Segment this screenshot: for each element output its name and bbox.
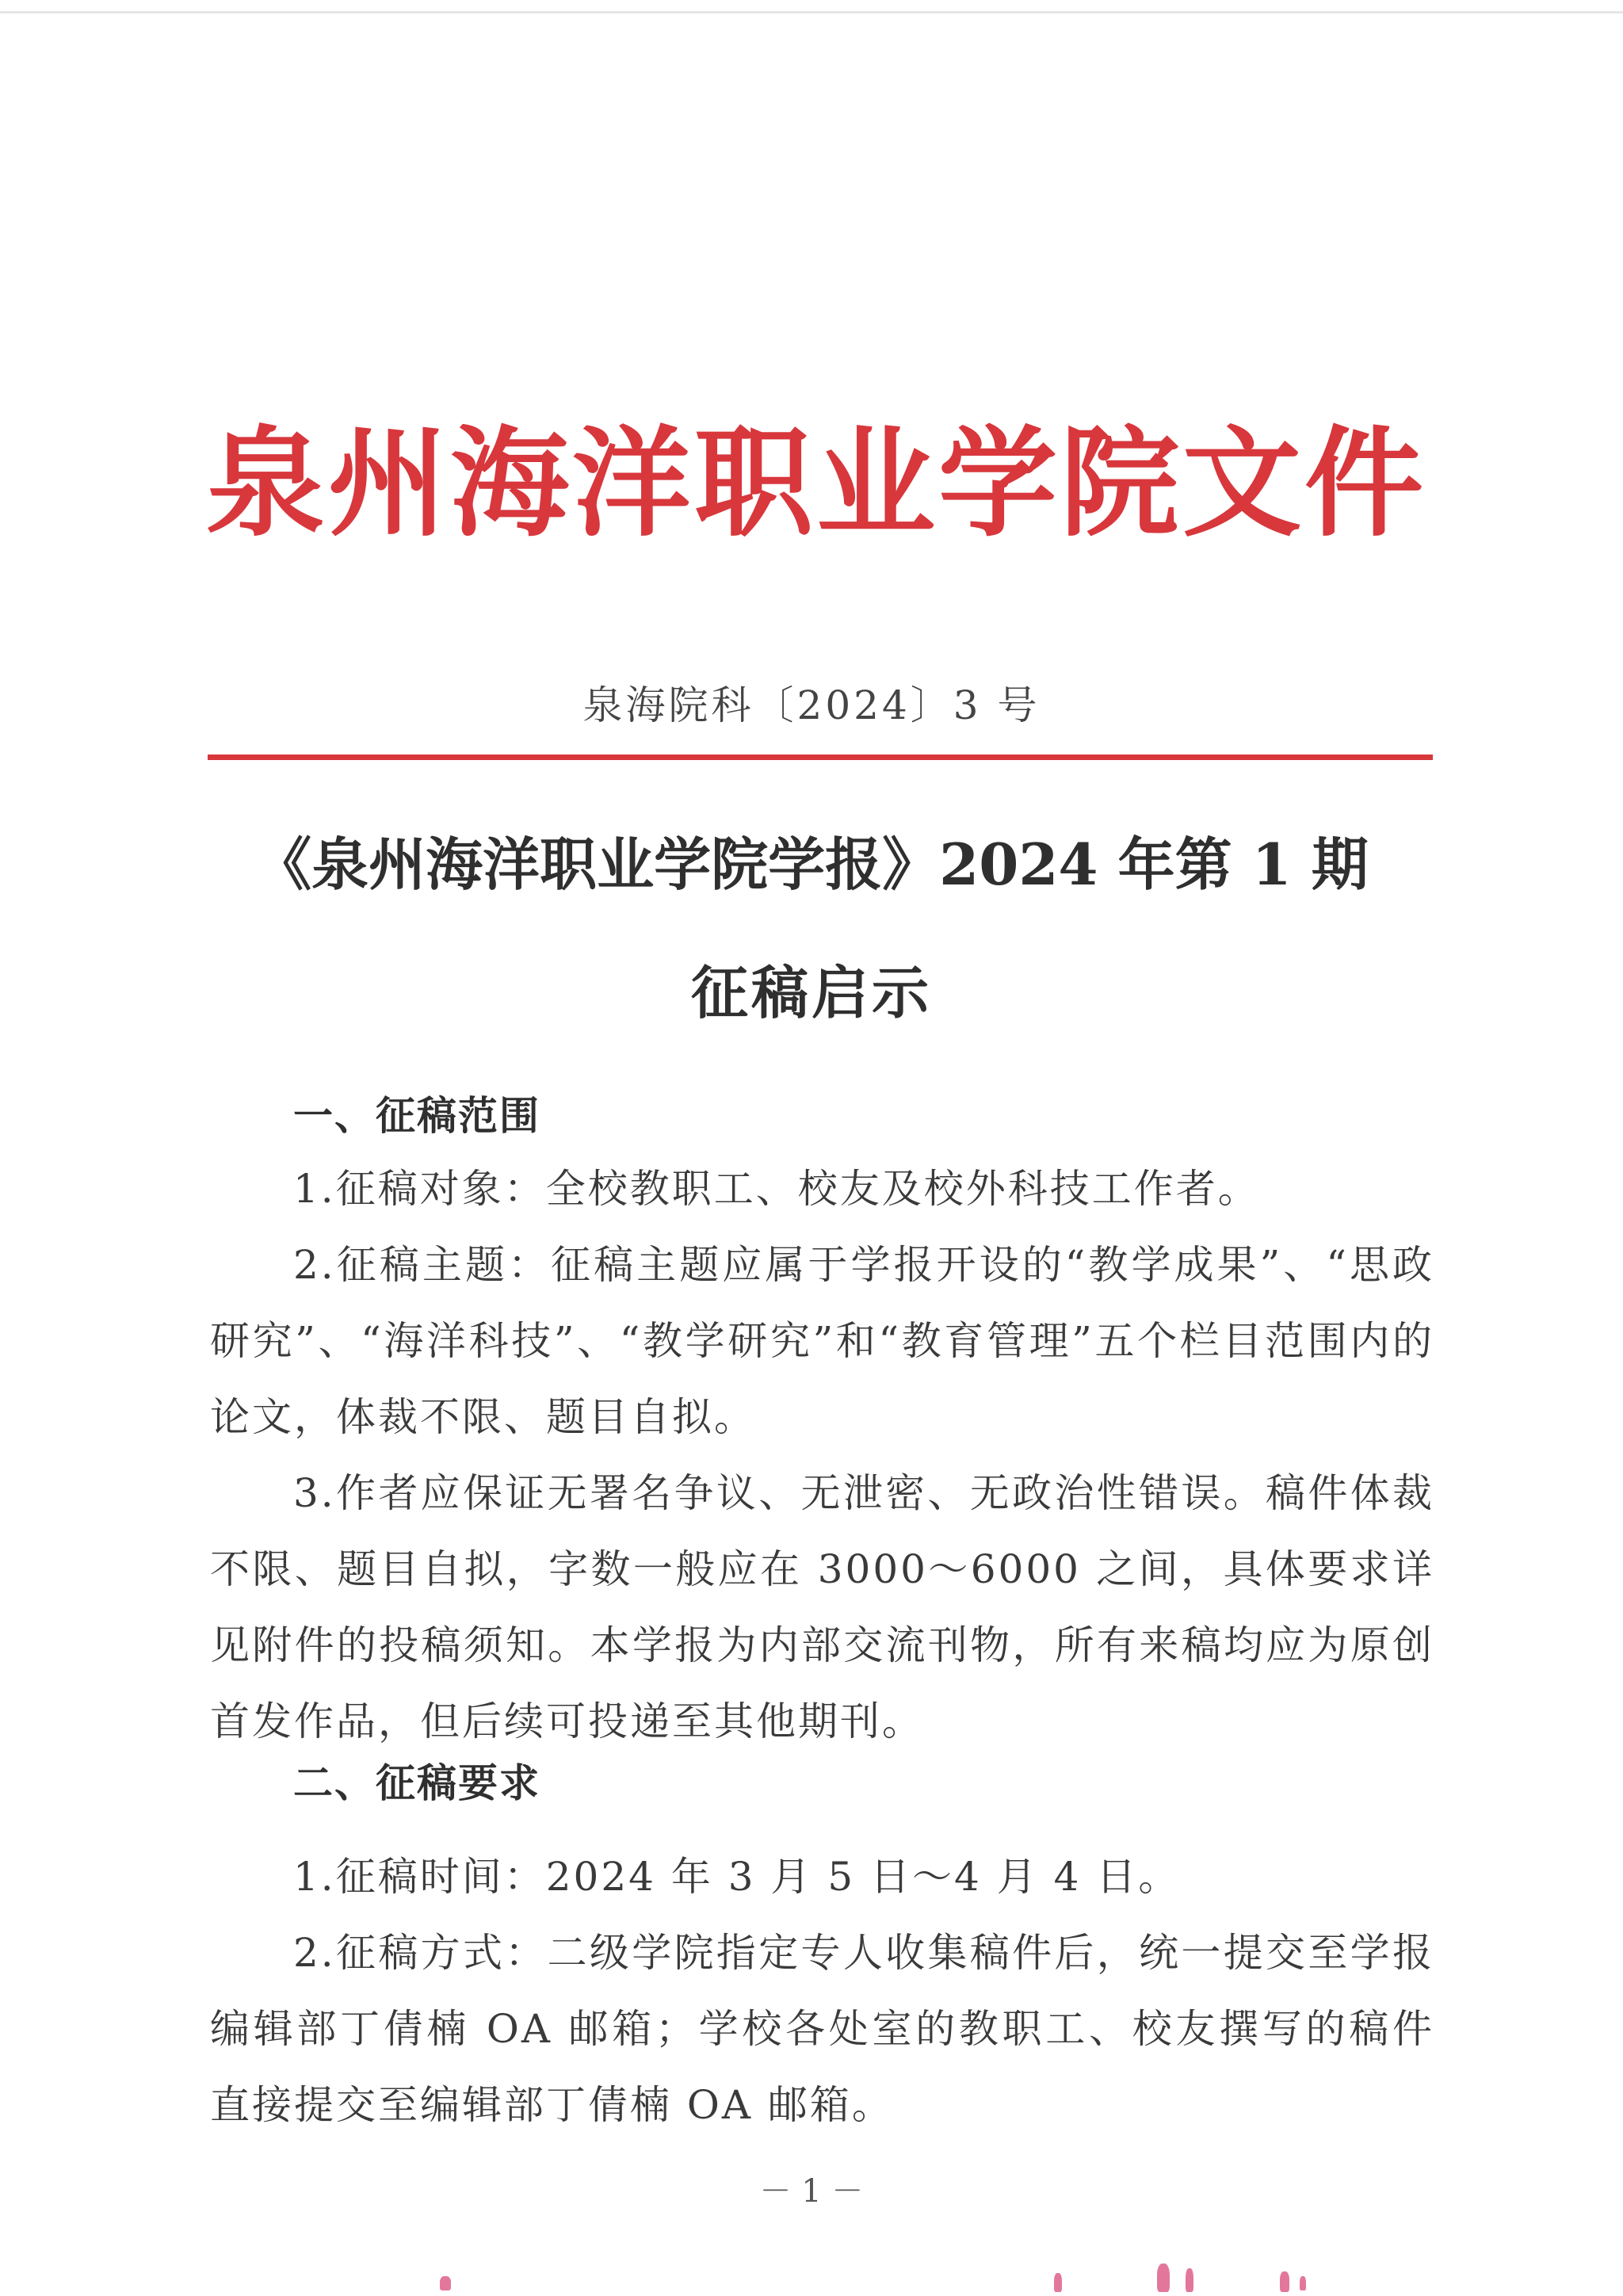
seal-bleed-mark [1157, 2264, 1170, 2292]
notice-title: 《泉州海洋职业学院学报》2024 年第 1 期 [254, 831, 1369, 898]
paragraph-submission-target: 1.征稿对象：全校教职工、校友及校外科技工作者。 [293, 1166, 1260, 1212]
seal-bleed-mark [1186, 2268, 1193, 2292]
paragraph-submission-topics: 2.征稿主题：征稿主题应属于学报开设的“教学成果”、“思政研究”、“海洋科技”、“教学研究”和“教育管理”五个栏目范围内的论文，体裁不限、题目自拟。 [210, 1242, 1434, 1440]
paragraph-submission-method: 2.征稿方式：二级学院指定专人收集稿件后，统一提交至学报编辑部丁倩楠 OA 邮箱；学校各处室的教职工、校友撰写的稿件直接提交至编辑部丁倩楠 OA 邮箱。 [210, 1930, 1434, 2128]
seal-bleed-mark [440, 2276, 451, 2290]
section-heading-scope: 一、征稿范围 [293, 1093, 540, 1139]
document-number: 泉海院科〔2024〕3 号 [582, 682, 1041, 728]
paragraph-submission-period: 1.征稿时间：2024 年 3 月 5 日～4 月 4 日。 [293, 1854, 1181, 1900]
section-heading-requirements: 二、征稿要求 [293, 1760, 540, 1806]
seal-bleed-mark [1280, 2271, 1289, 2292]
paragraph-author-requirements: 3.作者应保证无署名争议、无泄密、无政治性错误。稿件体裁不限、题目自拟，字数一般应在 3000～6000 之间，具体要求详见附件的投稿须知。本学报为内部交流刊物，所有来稿均应为原创首发作品，但后续可投递至其他期刊。 [210, 1470, 1434, 1744]
page-number: － 1 － [759, 2173, 864, 2210]
red-divider-rule [208, 755, 1433, 760]
seal-bleed-mark [1054, 2273, 1062, 2292]
notice-subtitle: 征稿启示 [690, 959, 932, 1026]
seal-bleed-mark [1300, 2276, 1306, 2290]
document-masthead: 泉州海洋职业学院文件 [206, 414, 1427, 553]
scan-edge-line [0, 11, 1623, 13]
